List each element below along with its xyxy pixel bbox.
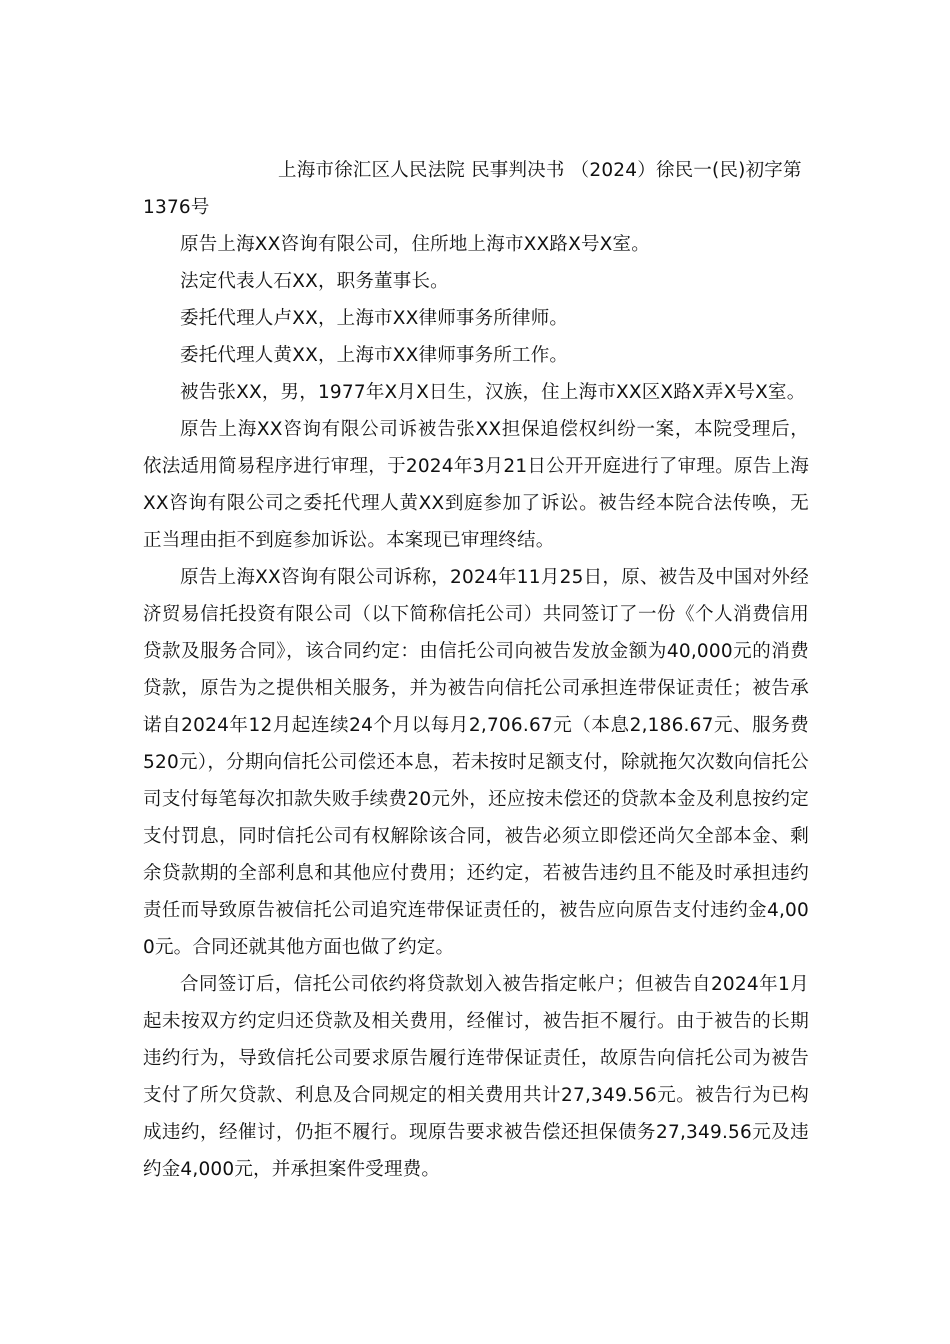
paragraph-plaintiff-claims: 原告上海XX咨询有限公司诉称，2024年11月25日，原、被告及中国对外经济贸易信托投资有限公司（以下简称信托公司）共同签订了一份《个人消费信用贷款及服务合同》，该合同约定：由信托公司向被告发放金额为40,000元的消费贷款，原告为之提供相关服务，并为被告向信托公司承担连带保证责任；被告承诺自2024年12月起连续24个月以每月2,706.67元（本息2,186.67元、服务费520元），分期向信托公司偿还本息，若未按时足额支付，除就拖欠次数向信托公司支付每笔每次扣款失败手续费20元外，还应按未偿还的贷款本金及利息按约定支付罚息，同时信托公司有权解除该合同，被告必须立即偿还尚欠全部本金、剩余贷款期的全部利息和其他应付费用；还约定，若被告违约且不能及时承担违约责任而导致原告被信托公司追究连带保证责任的，被告应向原告支付违约金4,000元。合同还就其他方面也做了约定。 bbox=[143, 567, 809, 958]
document-page bbox=[143, 152, 809, 1188]
paragraph-plaintiff: 原告上海XX咨询有限公司，住所地上海市XX路X号X室。 bbox=[180, 234, 650, 255]
paragraph-contract-performance: 合同签订后，信托公司依约将贷款划入被告指定帐户；但被告自2024年1月起未按双方约定归还贷款及相关费用，经催讨，被告拒不履行。由于被告的长期违约行为，导致信托公司要求原告履行连带保证责任，故原告向信托公司为被告支付了所欠贷款、利息及合同规定的相关费用共计27,349.56元。被告行为已构成违约，经催讨，仍拒不履行。现原告要求被告偿还担保债务27,349.56元及违约金4,000元，并承担案件受理费。 bbox=[143, 974, 809, 1180]
paragraph-case-procedure: 原告上海XX咨询有限公司诉被告张XX担保追偿权纠纷一案，本院受理后，依法适用简易程序进行审理，于2024年3月21日公开开庭进行了审理。原告上海XX咨询有限公司之委托代理人黄XX到庭参加了诉讼。被告经本院合法传唤，无正当理由拒不到庭参加诉讼。本案现已审理终结。 bbox=[143, 419, 809, 551]
paragraph-agent-2: 委托代理人黄XX，上海市XX律师事务所工作。 bbox=[180, 345, 569, 366]
paragraph-agent-1: 委托代理人卢XX，上海市XX律师事务所律师。 bbox=[180, 308, 569, 329]
paragraph-legal-representative: 法定代表人石XX，职务董事长。 bbox=[180, 271, 449, 292]
paragraph-defendant: 被告张XX，男，1977年X月X日生，汉族，住上海市XX区X路X弄X号X室。 bbox=[180, 382, 806, 403]
document-heading: 上海市徐汇区人民法院 民事判决书 （2024）徐民一(民)初字第1376号 bbox=[143, 160, 802, 218]
